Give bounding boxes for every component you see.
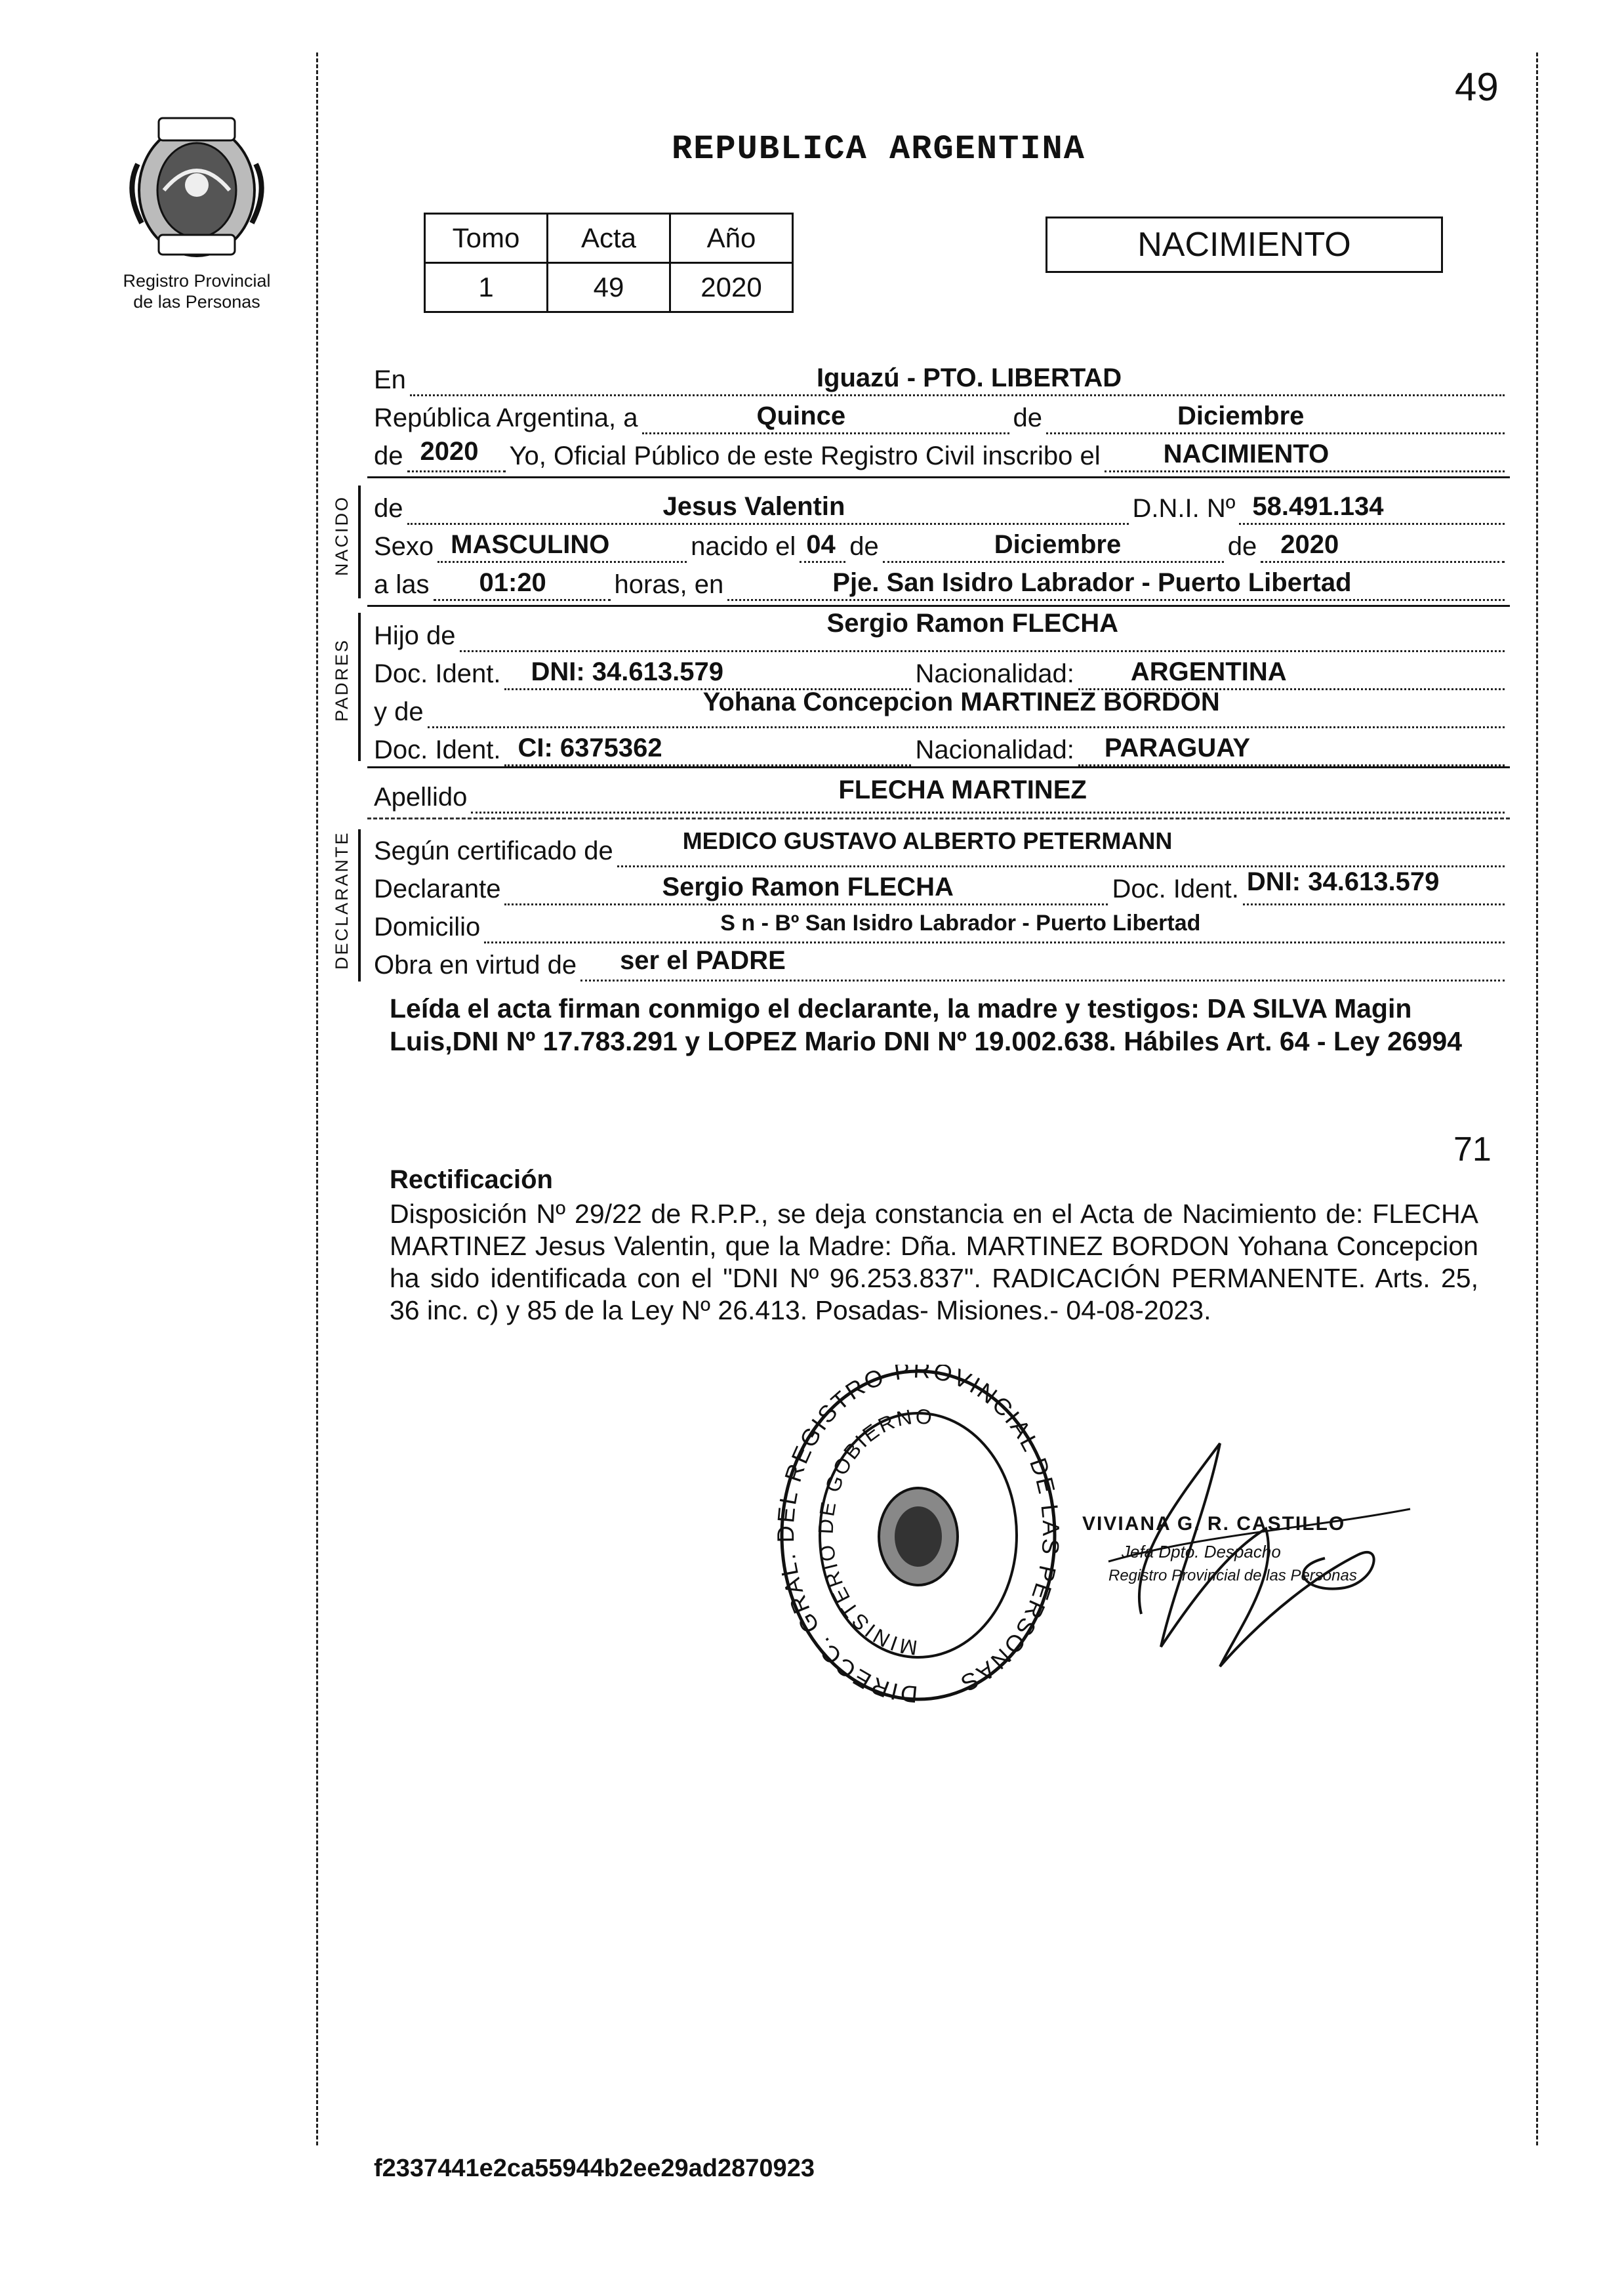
- stamp-inner-text: MINISTERIO DE GOBIERNO: [813, 1404, 935, 1660]
- mother-name-value: Yohana Concepcion MARTINEZ BORDON: [702, 688, 1220, 716]
- de-label: de: [1013, 403, 1042, 432]
- sex-label: Sexo: [374, 532, 434, 561]
- certificate-label: Según certificado de: [374, 837, 613, 865]
- register-header-ano: Año: [670, 214, 793, 263]
- place-row: [374, 357, 1509, 396]
- registry-stamp-icon: [774, 1365, 1063, 1706]
- surname-row: [374, 774, 1509, 814]
- son-of-label: Hijo de: [374, 621, 456, 650]
- place-value: Iguazú - PTO. LIBERTAD: [816, 363, 1122, 392]
- signature-line3: Registro Provincial de las Personas: [1108, 1567, 1357, 1584]
- signature-line2: Jefa Dpto. Despacho: [1122, 1542, 1281, 1561]
- republic-label: República Argentina, a: [374, 403, 638, 432]
- born-place-value: Pje. San Isidro Labrador - Puerto Libertad: [832, 568, 1352, 597]
- section-divider-3: [367, 766, 1510, 768]
- declarant-bracket: [358, 829, 361, 982]
- signature-line1: VIVIANA G. R. CASTILLO: [1082, 1513, 1346, 1535]
- born-month-value: Diciembre: [994, 530, 1122, 559]
- register-value-tomo: 1: [425, 263, 548, 312]
- declarant-side-label: DECLARANTE: [332, 831, 352, 970]
- father-nationality-value: ARGENTINA: [1130, 657, 1287, 686]
- born-time-value: 01:20: [479, 568, 546, 597]
- rectification-title: Rectificación: [390, 1165, 553, 1194]
- parents-bracket: [358, 613, 361, 761]
- capacity-row: [374, 942, 1509, 982]
- left-margin-line: [316, 52, 318, 2145]
- born-on-label: nacido el: [691, 532, 796, 561]
- born-bracket: [358, 486, 361, 598]
- register-header-row: [425, 214, 793, 263]
- born-dni-value: 58.491.134: [1252, 492, 1384, 521]
- father-nationality-label: Nacionalidad:: [915, 659, 1074, 688]
- mother-nationality-value: PARAGUAY: [1104, 734, 1251, 762]
- register-value-acta: 49: [548, 263, 670, 312]
- stamp-outer-text: DIRECC. GRAL. DEL REGISTRO PROVINCIAL DE LAS PERSONAS: [774, 1365, 1063, 1706]
- month-value: Diciembre: [1177, 402, 1305, 430]
- act-type-value: NACIMIENTO: [1163, 440, 1330, 468]
- document-hash: f2337441e2ca55944b2ee29ad2870923: [374, 2155, 815, 2182]
- declarant-row: [374, 866, 1509, 905]
- year-prefix-label: de: [374, 442, 403, 470]
- logo-caption: [92, 270, 302, 312]
- official-stamp: [774, 1365, 1063, 1706]
- sex-value: MASCULINO: [451, 530, 610, 559]
- father-row: [374, 609, 1509, 652]
- register-table: [424, 213, 794, 313]
- father-doc-label: Doc. Ident.: [374, 659, 501, 688]
- born-side-label: NACIDO: [332, 495, 352, 576]
- father-doc-value: DNI: 34.613.579: [531, 657, 723, 686]
- section-divider-1: [367, 476, 1510, 478]
- mother-doc-value: CI: 6375362: [518, 734, 662, 762]
- father-name-value: Sergio Ramon FLECHA: [826, 609, 1118, 638]
- born-sex-row: [374, 524, 1509, 563]
- rectification-number: 71: [1453, 1130, 1492, 1168]
- address-row: [374, 904, 1509, 943]
- mother-row: [374, 689, 1509, 728]
- born-de-label: de: [374, 494, 403, 523]
- capacity-label: Obra en virtud de: [374, 951, 577, 980]
- right-margin-line: [1536, 52, 1538, 2145]
- closing-paragraph: Leída el acta firman conmigo el declarante, la madre y testigos: DA SILVA Magin Luis,DNI Nº 17.783.291 y LOPEZ Mario DNI Nº 19.002.638. Hábiles Art. 64 - Ley 26994: [390, 993, 1462, 1056]
- day-words-value: Quince: [756, 402, 846, 430]
- section-divider-4: [367, 817, 1510, 819]
- en-label: En: [374, 365, 406, 394]
- declarant-label: Declarante: [374, 875, 501, 903]
- register-value-ano: 2020: [670, 263, 793, 312]
- mother-nationality-label: Nacionalidad:: [915, 735, 1074, 764]
- declarant-name-value: Sergio Ramon FLECHA: [662, 873, 954, 901]
- page-title: REPUBLICA ARGENTINA: [672, 130, 1086, 169]
- mother-doc-row: [374, 727, 1509, 766]
- born-de-label2: de: [849, 532, 879, 561]
- registrar-text: Yo, Oficial Público de este Registro Civil inscribo el: [509, 442, 1101, 470]
- born-name-value: Jesus Valentin: [662, 492, 845, 521]
- parents-side-label: PADRES: [332, 638, 352, 722]
- date-row: [374, 395, 1509, 434]
- section-divider-2: [367, 605, 1510, 607]
- born-day-value: 04: [806, 530, 836, 559]
- register-value-row: [425, 263, 793, 312]
- born-time-row: [374, 562, 1509, 601]
- logo-caption-line2: de las Personas: [133, 292, 260, 312]
- at-label: a las: [374, 570, 430, 599]
- surname-value: FLECHA MARTINEZ: [838, 775, 1087, 804]
- register-header-tomo: Tomo: [425, 214, 548, 263]
- address-label: Domicilio: [374, 913, 481, 941]
- dni-label: D.N.I. Nº: [1132, 494, 1236, 523]
- born-de-label3: de: [1227, 532, 1257, 561]
- province-seal-icon: [118, 112, 275, 262]
- logo-caption-line1: Registro Provincial: [123, 271, 271, 291]
- declarant-doc-label: Doc. Ident.: [1112, 875, 1239, 903]
- certificate-value: MEDICO GUSTAVO ALBERTO PETERMANN: [682, 827, 1173, 854]
- address-value: S n - Bº San Isidro Labrador - Puerto Libertad: [720, 911, 1201, 936]
- register-header-acta: Acta: [548, 214, 670, 263]
- record-type-box: NACIMIENTO: [1045, 217, 1443, 273]
- father-doc-row: [374, 651, 1509, 690]
- born-name-row: [374, 486, 1509, 525]
- capacity-value: ser el PADRE: [620, 946, 786, 975]
- province-logo: [118, 112, 275, 262]
- signature: [1069, 1417, 1436, 1693]
- declarant-doc-value: DNI: 34.613.579: [1246, 867, 1440, 896]
- and-of-label: y de: [374, 697, 424, 726]
- page-number: 49: [1455, 65, 1499, 109]
- hours-label: horas, en: [614, 570, 724, 599]
- certificate-row: [374, 828, 1509, 867]
- registrar-row: [374, 433, 1509, 472]
- mother-doc-label: Doc. Ident.: [374, 735, 501, 764]
- year-value: 2020: [420, 437, 479, 466]
- rectification-body: Disposición Nº 29/22 de R.P.P., se deja constancia en el Acta de Nacimiento de: FLECHA MARTINEZ Jesus Valentin, que la Madre: Dña. MARTINEZ BORDON Yohana Concepcion ha sido identificada con el "DNI Nº 96.253.837". RADICACIÓN PERMANENTE. Arts. 25, 36 inc. c) y 85 de la Ley Nº 26.413. Posadas- Misiones.- 04-08-2023.: [390, 1199, 1478, 1325]
- born-year-value: 2020: [1280, 530, 1339, 559]
- surname-label: Apellido: [374, 783, 468, 812]
